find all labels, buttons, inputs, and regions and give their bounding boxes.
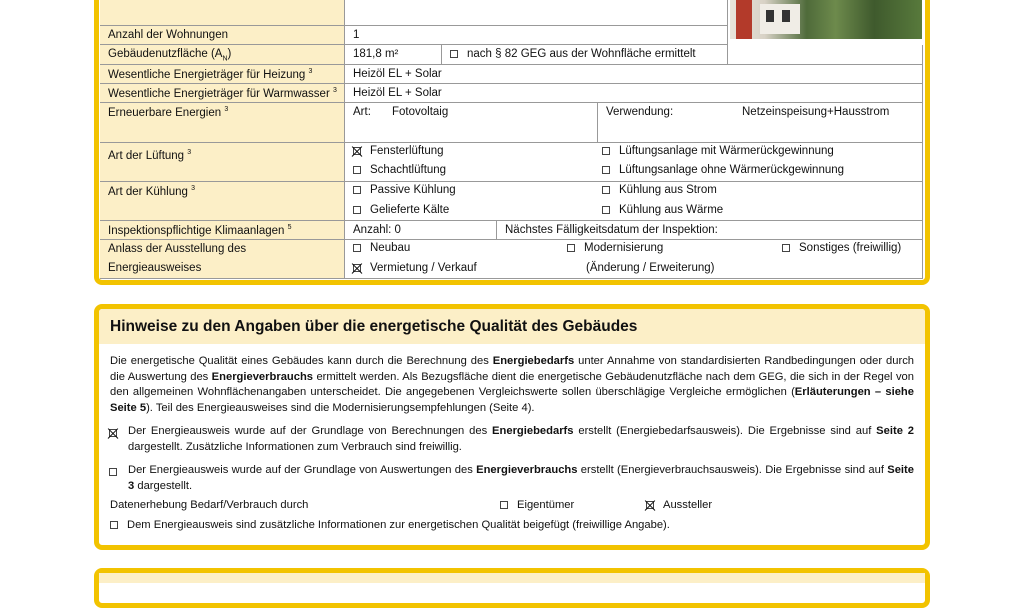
wohnungen-value: 1 [345, 26, 728, 45]
datenerhebung-label: Datenerhebung Bedarf/Verbrauch durch [110, 499, 309, 511]
verbrauch-text: Der Energieausweis wurde auf der Grundlage von Auswertungen des Energieverbrauchs erstellt (Energieverbrauchsausweis). Die Ergebnisse sind auf Seite 3 dargestellt. [128, 464, 914, 492]
anlass-opt3[interactable]: Modernisierung [567, 242, 663, 254]
nutzflaeche-value: 181,8 m² [345, 45, 442, 65]
anlass-label: Anlass der Ausstellung des Energieausweises [100, 240, 345, 279]
klima-faellig: Nächstes Fälligkeitsdatum der Inspektion: [497, 221, 923, 240]
anlass-options [345, 240, 923, 279]
sonstiges-checkbox[interactable] [782, 244, 790, 252]
lueftung-opt3[interactable]: Lüftungsanlage mit Wärmerückgewinnung [602, 145, 834, 157]
lueftung-mit-wrg-checkbox[interactable] [602, 147, 610, 155]
row-cut-label [100, 0, 345, 26]
heizung-label: Wesentliche Energieträger für Heizung $^3$ [100, 65, 345, 84]
lueftung-label: Art der Lüftung $^3$ [100, 143, 345, 182]
aussteller-checkbox[interactable] [646, 501, 654, 509]
lueftung-opt4[interactable]: Lüftungsanlage ohne Wärmerückgewinnung [602, 164, 844, 176]
lueftung-ohne-wrg-checkbox[interactable] [602, 166, 610, 174]
lueftung-opt1[interactable]: Fensterlüftung [353, 145, 444, 157]
kuehlung-opt3[interactable]: Kühlung aus Strom [602, 184, 717, 196]
bedarf-option[interactable] [109, 427, 126, 439]
erneuerbar-art: Art: Fotovoltaig [345, 103, 598, 143]
passive-kuehlung-checkbox[interactable] [353, 186, 361, 194]
anlass-opt1[interactable]: Neubau [353, 242, 410, 254]
kuehlung-opt2[interactable]: Gelieferte Kälte [353, 204, 449, 216]
bedarfsausweis-checkbox[interactable] [109, 429, 117, 437]
erneuerbar-label: Erneuerbare Energien $^3$ [100, 103, 345, 143]
anlass-opt3b: (Änderung / Erweiterung) [586, 262, 715, 274]
anlass-opt4[interactable]: Sonstiges (freiwillig) [782, 242, 901, 254]
kuehlung-waerme-checkbox[interactable] [602, 206, 610, 214]
fensterlueftung-checkbox[interactable] [353, 147, 361, 155]
verbrauch-option[interactable] [109, 466, 126, 478]
eigentuemer-checkbox[interactable] [500, 501, 508, 509]
aussteller-option[interactable]: Aussteller [646, 499, 712, 511]
erneuerbar-verwendung: Verwendung: Netzeinspeisung+Hausstrom [598, 103, 923, 143]
lueftung-options [345, 143, 923, 182]
bedarf-text: Der Energieausweis wurde auf der Grundlage von Berechnungen des Energiebedarfs erstellt (Energiebedarfsausweis). Die Ergebnisse sind auf Seite 2 dargestellt. Zusätzliche Informationen zum Verbrauch sind freiwillig. [128, 425, 914, 453]
hinweise-paragraph: Die energetische Qualität eines Gebäudes kann durch die Berechnung des Energiebedarfs unter Annahme von standardisierten Randbedingungen oder durch die Auswertung des Energieverbrauchs ermittelt werden. Als Bezugsfläche dient die energetische Gebäudenutzfläche nach dem GEG, die sich in der Regel von den allgemeinen Wohnflächenangaben unterscheidet. Die angegebenen Vergleichswerte sollen überschlägige Vergleiche ermöglichen (Erläuterungen – siehe Seite 5). Teil des Energieausweises sind die Modernisierungsempfehlungen (Seite 4). [110, 355, 915, 414]
warmwasser-label: Wesentliche Energieträger für Warmwasser $^3$ [100, 84, 345, 103]
wohnungen-label: Anzahl der Wohnungen [100, 26, 345, 45]
nutzflaeche-label: Gebäudenutzfläche $(A_N)$ [100, 45, 345, 65]
hinweise-title: Hinweise zu den Angaben über die energetische Qualität des Gebäudes [110, 318, 638, 335]
kuehlung-options [345, 182, 923, 221]
warmwasser-value: Heizöl EL + Solar [345, 84, 923, 103]
next-section-header [99, 573, 925, 583]
heizung-value: Heizöl EL + Solar [345, 65, 923, 84]
kuehlung-opt4[interactable]: Kühlung aus Wärme [602, 204, 723, 216]
zusatz-checkbox[interactable] [110, 521, 118, 529]
klima-label: Inspektionspflichtige Klimaanlagen $^5$ [100, 221, 345, 240]
eigentuemer-option[interactable]: Eigentümer [500, 499, 574, 511]
zusatz-option[interactable]: Dem Energieausweis sind zusätzliche Informationen zur energetischen Qualität beigefügt (freiwillige Angabe). [110, 519, 670, 531]
neubau-checkbox[interactable] [353, 244, 361, 252]
anlass-opt2[interactable]: Vermietung / Verkauf [353, 262, 477, 274]
nutzflaeche-checkbox[interactable] [450, 50, 458, 58]
kuehlung-strom-checkbox[interactable] [602, 186, 610, 194]
kuehlung-opt1[interactable]: Passive Kühlung [353, 184, 456, 196]
row-cut-value [345, 0, 728, 26]
vermietung-checkbox[interactable] [353, 264, 361, 272]
verbrauchsausweis-checkbox[interactable] [109, 468, 117, 476]
photo-gap [728, 45, 923, 65]
schachtlueftung-checkbox[interactable] [353, 166, 361, 174]
klima-anzahl: Anzahl: 0 [345, 221, 497, 240]
gelieferte-kaelte-checkbox[interactable] [353, 206, 361, 214]
building-photo [730, 0, 922, 39]
modernisierung-checkbox[interactable] [567, 244, 575, 252]
kuehlung-label: Art der Kühlung $^3$ [100, 182, 345, 221]
nutzflaeche-option: nach § 82 GEG aus der Wohnfläche ermittelt [442, 45, 728, 65]
lueftung-opt2[interactable]: Schachtlüftung [353, 164, 446, 176]
